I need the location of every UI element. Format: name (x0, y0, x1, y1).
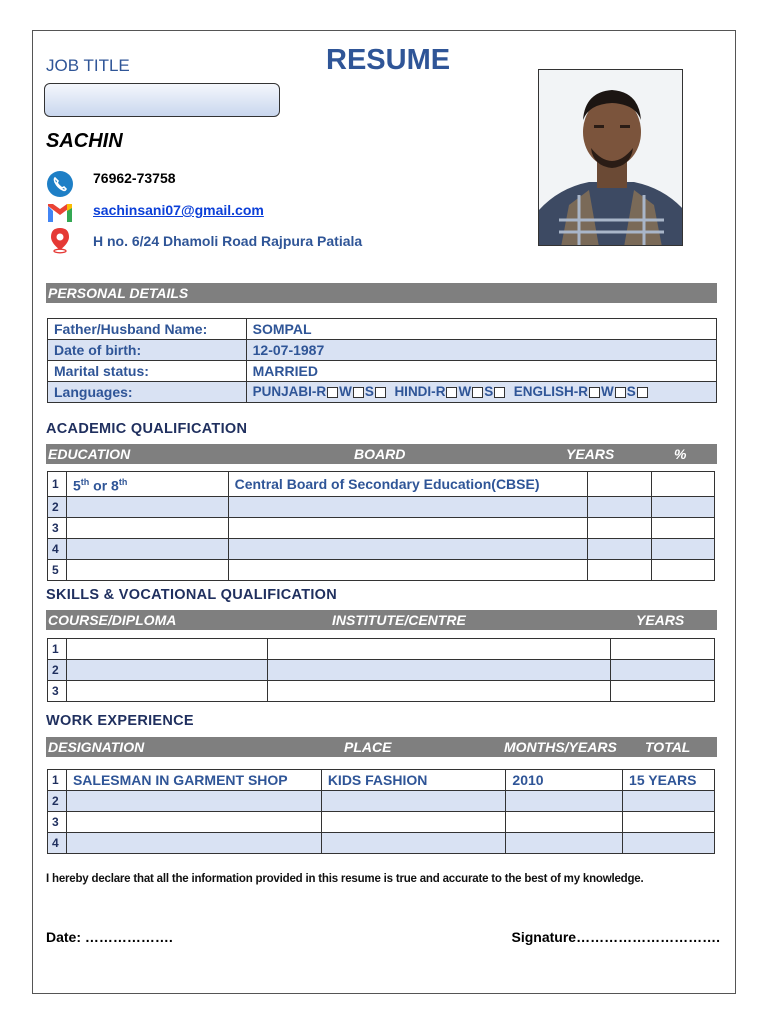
personal-row (48, 361, 717, 382)
institute-cell (267, 681, 610, 702)
education-cell (66, 472, 228, 497)
years-cell (611, 681, 715, 702)
row-number: 1 (48, 472, 67, 497)
lang-punjabi: PUNJABI- (252, 384, 317, 399)
edu-grade-b: or 8 (89, 477, 119, 494)
edu-sup-b: th (118, 477, 128, 487)
col-years: YEARS (636, 612, 685, 628)
speak-label: S (626, 384, 636, 399)
table-row (48, 472, 715, 497)
address: H no. 6/24 Dhamoli Road Rajpura Patiala (93, 233, 363, 249)
col-percent: % (674, 446, 687, 462)
email-link[interactable]: sachinsani07@gmail.com (93, 202, 264, 218)
write-label: W (339, 384, 352, 399)
candidate-name: SACHIN (46, 130, 123, 152)
personal-row (48, 382, 717, 403)
personal-label: Date of birth: (48, 340, 247, 361)
declaration-text: I hereby declare that all the information provided in this resume is true and accurate to the best of my knowledge. (46, 873, 644, 885)
signature-line: Signature…………………………. (511, 929, 720, 945)
board-cell: Central Board of Secondary Education(CBSE) (228, 472, 588, 497)
work-title: WORK EXPERIENCE (46, 713, 194, 729)
designation-cell: SALESMAN IN GARMENT SHOP (66, 770, 321, 791)
academic-table (47, 471, 715, 581)
write-checkbox[interactable] (615, 387, 626, 398)
table-row (48, 812, 715, 833)
place-cell: KIDS FASHION (321, 770, 506, 791)
date-line: Date: ………………. (46, 929, 173, 945)
row-number: 1 (48, 639, 67, 660)
work-header-bar (46, 737, 717, 757)
years-cell (611, 639, 715, 660)
table-row (48, 639, 715, 660)
personal-value: MARRIED (246, 361, 716, 382)
table-row (48, 660, 715, 681)
col-place: PLACE (344, 739, 392, 755)
percent-cell (652, 472, 715, 497)
total-cell (623, 833, 715, 854)
personal-details-table (47, 318, 717, 403)
row-number: 4 (48, 538, 67, 559)
place-cell (321, 812, 506, 833)
board-cell (228, 517, 588, 538)
col-institute: INSTITUTE/CENTRE (332, 612, 466, 628)
personal-row (48, 319, 717, 340)
row-number: 2 (48, 496, 67, 517)
col-course: COURSE/DIPLOMA (48, 612, 177, 628)
write-label: W (458, 384, 472, 399)
location-pin-icon (46, 226, 74, 254)
work-table (47, 769, 715, 854)
speak-checkbox[interactable] (375, 387, 386, 398)
speak-checkbox[interactable] (494, 387, 505, 398)
total-cell: 15 YEARS (623, 770, 715, 791)
col-education: EDUCATION (48, 446, 131, 462)
skills-table (47, 638, 715, 702)
read-checkbox[interactable] (327, 387, 338, 398)
resume-title: RESUME (326, 44, 451, 76)
course-cell (66, 639, 267, 660)
read-checkbox[interactable] (589, 387, 600, 398)
row-number: 4 (48, 833, 67, 854)
percent-cell (652, 517, 715, 538)
row-number: 3 (48, 812, 67, 833)
place-cell (321, 833, 506, 854)
speak-label: S (364, 384, 374, 399)
col-months-years: MONTHS/YEARS (504, 739, 617, 755)
phone-icon (46, 170, 74, 198)
personal-label: Marital status: (48, 361, 247, 382)
months-years-cell: 2010 (506, 770, 623, 791)
table-row (48, 833, 715, 854)
designation-cell (66, 791, 321, 812)
table-row (48, 770, 715, 791)
row-number: 3 (48, 681, 67, 702)
table-row (48, 559, 715, 580)
speak-label: S (484, 384, 494, 399)
institute-cell (267, 660, 610, 681)
academic-title: ACADEMIC QUALIFICATION (46, 421, 248, 437)
months-years-cell (506, 791, 623, 812)
table-row (48, 681, 715, 702)
read-label: R (578, 384, 588, 399)
personal-details-bar (46, 283, 717, 303)
table-row (48, 538, 715, 559)
read-checkbox[interactable] (446, 387, 457, 398)
col-designation: DESIGNATION (48, 739, 145, 755)
board-cell (228, 496, 588, 517)
write-label: W (600, 384, 614, 399)
edu-grade-a: 5 (72, 477, 81, 494)
skills-header-bar (46, 610, 717, 630)
personal-value: SOMPAL (246, 319, 716, 340)
education-cell (66, 496, 228, 517)
years-cell (588, 472, 652, 497)
personal-details-label: PERSONAL DETAILS (48, 285, 189, 301)
read-label: R (316, 384, 327, 399)
speak-checkbox[interactable] (637, 387, 648, 398)
place-cell (321, 791, 506, 812)
row-number: 2 (48, 660, 67, 681)
education-cell (66, 517, 228, 538)
personal-value: 12-07-1987 (246, 340, 716, 361)
row-number: 1 (48, 770, 67, 791)
education-cell (66, 559, 228, 580)
lang-english: ENGLISH- (513, 384, 579, 399)
personal-row (48, 340, 717, 361)
table-row (48, 517, 715, 538)
job-title-label: JOB TITLE (46, 56, 130, 75)
profile-photo (538, 69, 683, 246)
designation-cell (66, 812, 321, 833)
years-cell (588, 559, 652, 580)
gmail-icon (46, 199, 74, 227)
table-row (48, 496, 715, 517)
write-checkbox[interactable] (353, 387, 364, 398)
months-years-cell (506, 833, 623, 854)
table-row (48, 791, 715, 812)
read-label: R (435, 384, 446, 399)
designation-cell (66, 833, 321, 854)
institute-cell (267, 639, 610, 660)
write-checkbox[interactable] (472, 387, 483, 398)
course-cell (66, 681, 267, 702)
academic-header-bar (46, 444, 717, 464)
row-number: 3 (48, 517, 67, 538)
years-cell (588, 538, 652, 559)
col-total: TOTAL (645, 739, 691, 755)
col-years: YEARS (566, 446, 615, 462)
percent-cell (652, 559, 715, 580)
skills-title: SKILLS & VOCATIONAL QUALIFICATION (46, 587, 338, 603)
percent-cell (652, 538, 715, 559)
board-cell (228, 559, 588, 580)
course-cell (66, 660, 267, 681)
languages-value (246, 382, 716, 403)
row-number: 2 (48, 791, 67, 812)
row-number: 5 (48, 559, 67, 580)
personal-label: Languages: (48, 382, 247, 403)
years-cell (611, 660, 715, 681)
phone-number: 76962-73758 (93, 170, 176, 186)
col-board: BOARD (354, 446, 406, 462)
total-cell (623, 791, 715, 812)
total-cell (623, 812, 715, 833)
percent-cell (652, 496, 715, 517)
years-cell (588, 496, 652, 517)
months-years-cell (506, 812, 623, 833)
edu-sup-a: th (80, 477, 90, 487)
years-cell (588, 517, 652, 538)
lang-hindi: HINDI- (394, 384, 436, 399)
job-title-field[interactable] (44, 83, 280, 117)
personal-label: Father/Husband Name: (48, 319, 247, 340)
education-cell (66, 538, 228, 559)
board-cell (228, 538, 588, 559)
